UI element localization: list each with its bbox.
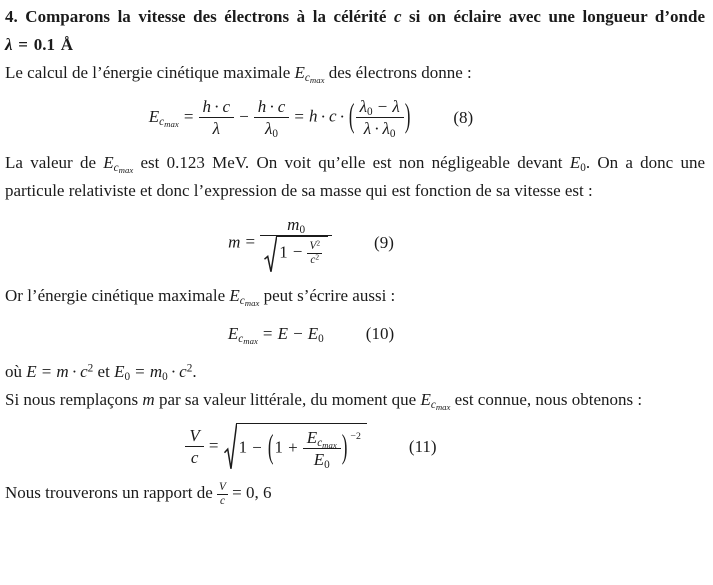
num-1: 1 (279, 242, 288, 262)
equation-10-body (228, 324, 324, 344)
or-paragraph (5, 282, 705, 310)
left-paren: ( (348, 96, 355, 135)
E-c-max (103, 152, 134, 175)
equation-9-number: (9) (374, 233, 394, 253)
v-over-c-inline (217, 481, 228, 508)
sub-0: 0 (366, 106, 373, 119)
minus-sign: − (377, 97, 388, 116)
sym-E: E (26, 361, 37, 381)
cdot: · (339, 106, 346, 126)
sub-0: 0 (124, 371, 131, 384)
exp-2: 2 (87, 362, 94, 375)
sym-E: E (569, 152, 581, 172)
heading-formula-value: = 0.1 Å (18, 35, 74, 54)
sym-E: E (277, 323, 288, 343)
right-paren: ) (404, 96, 411, 135)
left-paren: ( (267, 427, 274, 466)
p5-text-c: est connue, nous obtenons : (454, 389, 643, 409)
sub-0: 0 (162, 371, 168, 384)
sym-E: E (148, 106, 160, 126)
heading-formula (5, 35, 73, 54)
sym-E: E (114, 361, 125, 381)
E-c-max (229, 285, 260, 308)
cdot: · (213, 97, 220, 116)
p1-text-b: des électrons donne : (328, 63, 472, 82)
num-1: 1 (274, 437, 284, 457)
equals-sign: = (262, 323, 273, 343)
sym-max: max (243, 335, 258, 346)
sym-m: m (56, 361, 69, 381)
equation-9-body (228, 214, 332, 273)
p3-text-a: Or l’énergie cinétique maximale (5, 285, 226, 305)
equation-8 (5, 96, 617, 140)
sub-0: 0 (318, 333, 324, 346)
p5-text-a: Si nous remplaçons (5, 389, 139, 409)
right-paren: ) (341, 427, 348, 466)
v-over-c-fraction (185, 425, 203, 469)
equals-sign: = (41, 361, 52, 381)
equation-9 (5, 214, 617, 273)
sym-E: E (306, 427, 318, 447)
substitution-paragraph (5, 386, 705, 414)
minus-sign: − (293, 323, 303, 343)
cdot: · (71, 361, 78, 381)
sym-c: c (219, 494, 225, 507)
sym-c: c (159, 115, 165, 128)
p2-text-b: est 0.123 MeV. On voit qu’elle est non négligeable devant (140, 152, 563, 172)
definitions-paragraph (5, 358, 705, 386)
p4-text-c: . (192, 361, 197, 381)
sym-lambda: λ (212, 119, 220, 139)
sym-m: m (287, 214, 300, 234)
equals-sign: = (135, 361, 145, 381)
fraction-hc-lambda (199, 96, 234, 140)
sym-c: c (238, 333, 244, 346)
v2-c2-fraction (307, 240, 322, 267)
exp-2: 2 (186, 362, 193, 375)
sub-0: 0 (272, 128, 278, 141)
mass-fraction (260, 214, 332, 273)
cdot: · (320, 106, 327, 126)
sym-E: E (227, 323, 239, 343)
sym-c: c (277, 97, 286, 116)
sub-0: 0 (299, 223, 306, 236)
equals-sign: = (183, 106, 194, 126)
sub-0: 0 (324, 459, 330, 472)
sym-E: E (294, 63, 305, 82)
equals-sign: = (245, 232, 256, 252)
section-heading (5, 3, 705, 59)
p1-text-a: Le calcul de l’énergie cinétique maximale (5, 63, 291, 82)
sym-h: h (309, 106, 318, 126)
sym-h: h (202, 97, 212, 116)
equals-sign: = (208, 435, 219, 455)
sym-E: E (313, 450, 325, 470)
sym-h: h (257, 97, 267, 116)
plus-sign: + (288, 437, 298, 457)
p6-text-b: = 0, 6 (232, 483, 272, 503)
fraction-lambda-diff (356, 96, 404, 140)
equation-11-body (185, 423, 367, 471)
sym-lambda: λ (265, 119, 273, 139)
sym-max: max (244, 297, 260, 308)
sym-E: E (103, 152, 114, 172)
sym-c: c (317, 437, 323, 450)
equation-8-body (149, 96, 412, 140)
sym-E: E (229, 285, 240, 305)
energy-ratio-fraction (303, 427, 341, 471)
sym-V: V (309, 239, 317, 252)
minus-sign: − (252, 437, 262, 457)
equals-sign: = (294, 106, 304, 126)
sym-c: c (239, 295, 245, 308)
E-c-max (227, 323, 258, 346)
p4-text-b: et (97, 361, 110, 381)
equation-8-number: (8) (453, 107, 474, 127)
sym-c: c (430, 399, 436, 412)
E-c-max (420, 389, 451, 412)
square-root (264, 236, 328, 273)
sym-c: c (222, 97, 230, 116)
p2-text-a: La valeur de (5, 152, 96, 172)
square-root (224, 423, 367, 471)
cdot: · (170, 361, 177, 381)
sym-V: V (219, 481, 226, 494)
cdot: · (269, 97, 275, 116)
equation-11-number: (11) (408, 436, 437, 456)
sym-c: c (310, 253, 316, 266)
sym-c: c (179, 361, 187, 381)
sym-max: max (118, 164, 134, 175)
sym-c: c (304, 72, 310, 85)
sym-E: E (420, 389, 431, 409)
E-c-max (148, 106, 179, 129)
p4-text-a: où (5, 361, 22, 381)
sym-c: c (328, 106, 337, 126)
num-1: 1 (238, 437, 248, 457)
sym-V: V (189, 425, 200, 445)
sym-max: max (164, 118, 179, 129)
equation-11 (5, 423, 617, 471)
p5-text-b: par sa valeur littérale, du moment que (158, 389, 417, 409)
equation-10 (5, 324, 617, 344)
sub-0: 0 (389, 128, 396, 141)
sym-c: c (190, 448, 199, 468)
exp-neg-2: −2 (350, 430, 361, 442)
E-equals-mc2 (26, 362, 93, 381)
value-paragraph (5, 149, 705, 205)
fraction-hc-lambda0 (254, 96, 289, 140)
p3-text-b: peut s’écrire aussi : (263, 285, 396, 305)
cdot: · (374, 119, 380, 139)
var-c: c (393, 7, 402, 26)
sym-m: m (228, 232, 241, 252)
sub-0: 0 (580, 161, 586, 174)
sym-lambda: λ (392, 97, 400, 116)
sym-max: max (309, 75, 325, 86)
sym-m: m (142, 389, 155, 409)
heading-text-lead: 4. Comparons la vitesse des électrons à la célérité (5, 7, 387, 26)
p6-text-a: Nous trouverons un rapport de (5, 483, 213, 503)
var-lambda: λ (5, 35, 13, 54)
sym-lambda: λ (359, 97, 367, 116)
equation-10-number: (10) (365, 323, 395, 343)
exp-2: 2 (316, 238, 321, 248)
E0-equals-m0c2 (114, 361, 193, 384)
sym-max: max (435, 401, 451, 412)
sym-m: m (149, 361, 163, 381)
sym-c: c (80, 361, 88, 381)
sym-lambda: λ (363, 119, 372, 139)
p2-text-c: . On a donc une particule relativiste et donc l’expression de sa masse qui est fonction de sa vitesse est : (5, 152, 706, 200)
sym-lambda: λ (382, 119, 390, 139)
E-zero (570, 153, 586, 172)
sym-E: E (307, 323, 319, 343)
exp-2: 2 (315, 251, 320, 261)
minus-sign: − (292, 242, 303, 262)
sym-max: max (322, 439, 337, 450)
E-c-max (294, 63, 325, 86)
heading-text-mid: si on éclaire avec une longueur d’onde (409, 7, 706, 26)
result-paragraph (5, 479, 705, 507)
intro-paragraph (5, 59, 705, 87)
minus-sign: − (239, 106, 249, 126)
sym-c: c (113, 161, 119, 174)
